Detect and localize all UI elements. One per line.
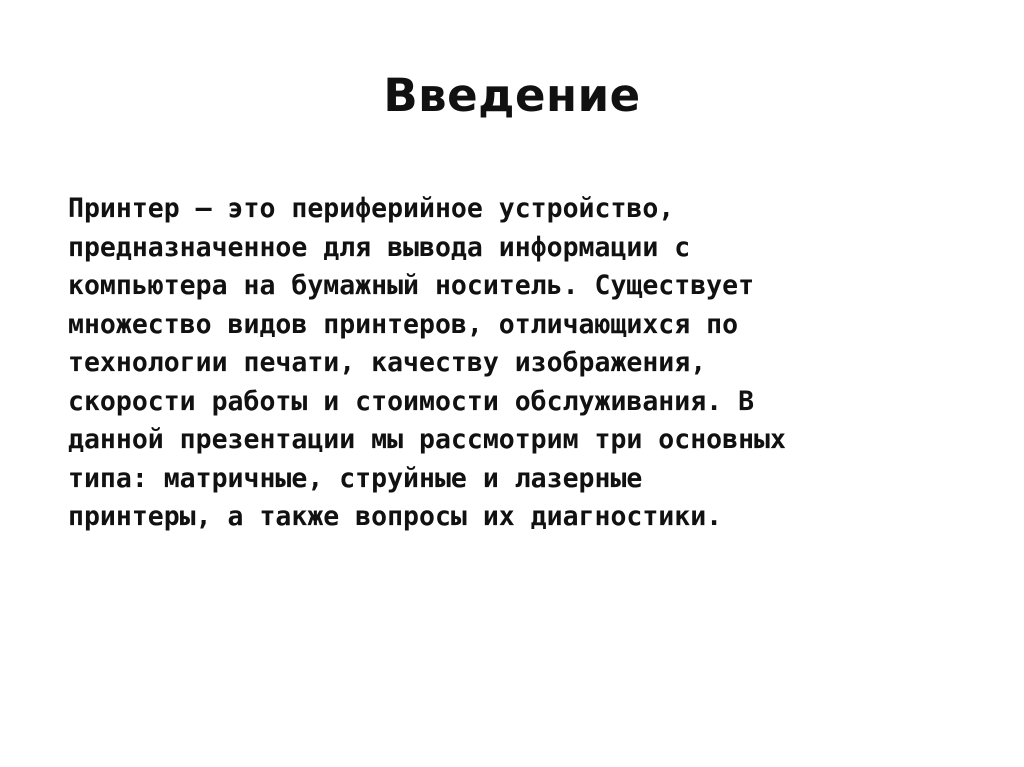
slide-title: Введение	[383, 69, 641, 122]
body-line: компьютера на бумажный носитель. Существует	[68, 270, 755, 301]
body-line: типа: матричные, струйные и лазерные	[68, 462, 643, 494]
body-line: предназначенное для вывода информации с	[68, 231, 691, 263]
body-line: скорости работы и стоимости обслуживания. В	[68, 385, 755, 417]
body-line: принтеры, а также вопросы их диагностики.	[68, 501, 723, 532]
slide-body-text	[68, 190, 968, 537]
body-line: технологии печати, качеству изображения,	[68, 347, 707, 378]
body-line: Принтер – это периферийное устройство,	[68, 193, 675, 224]
body-line: множество видов принтеров, отличающихся по	[68, 308, 739, 340]
body-line: данной презентации мы рассмотрим три основных	[68, 424, 786, 455]
